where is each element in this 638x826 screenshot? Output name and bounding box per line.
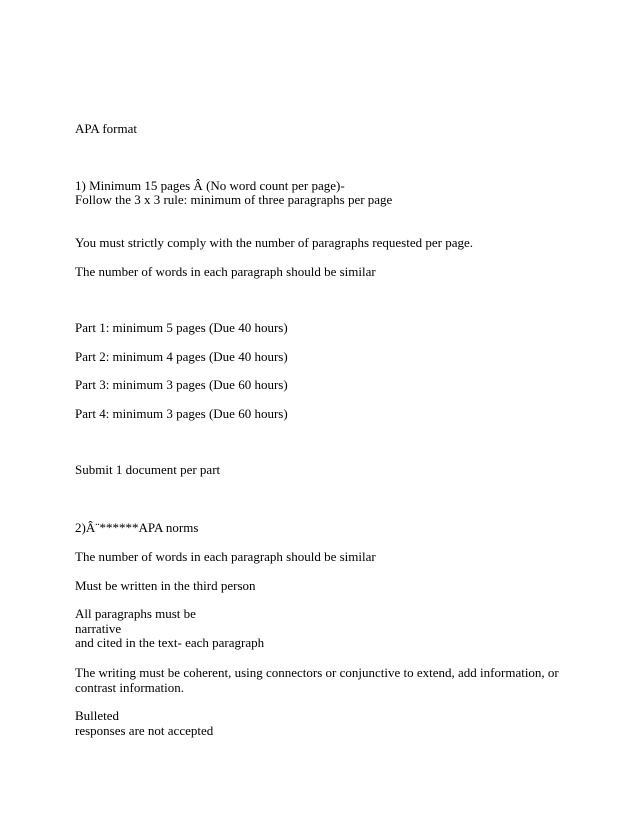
requirement-1-line-2: Follow the 3 x 3 rule: minimum of three paragraphs per page (75, 192, 393, 207)
coherent-line-1: The writing must be coherent, using connectors or conjunctive to extend, add information, or (75, 665, 559, 680)
narrative-line-1: All paragraphs must be (75, 606, 196, 621)
third-person-paragraph: Must be written in the third person (75, 578, 256, 593)
part-3-line: Part 3: minimum 3 pages (Due 60 hours) (75, 377, 288, 392)
part-1-line: Part 1: minimum 5 pages (Due 40 hours) (75, 320, 288, 335)
coherent-line-2: contrast information. (75, 680, 185, 695)
narrative-line-3: and cited in the text- each paragraph (75, 635, 265, 650)
requirement-2-heading: 2)Â¨******APA norms (75, 520, 199, 535)
words-similar-paragraph: The number of words in each paragraph should be similar (75, 264, 376, 279)
bulleted-line-1: Bulleted (75, 708, 120, 723)
part-2-line: Part 2: minimum 4 pages (Due 40 hours) (75, 349, 288, 364)
words-similar-paragraph-2: The number of words in each paragraph should be similar (75, 549, 376, 564)
bulleted-line-2: responses are not accepted (75, 723, 214, 738)
comply-paragraph: You must strictly comply with the number of paragraphs requested per page. (75, 235, 473, 250)
narrative-line-2: narrative (75, 621, 122, 636)
document-title: APA format (75, 121, 137, 136)
part-4-line: Part 4: minimum 3 pages (Due 60 hours) (75, 406, 288, 421)
requirement-1-line-1: 1) Minimum 15 pages Â (No word count per page)- (75, 178, 345, 193)
submit-paragraph: Submit 1 document per part (75, 462, 221, 477)
